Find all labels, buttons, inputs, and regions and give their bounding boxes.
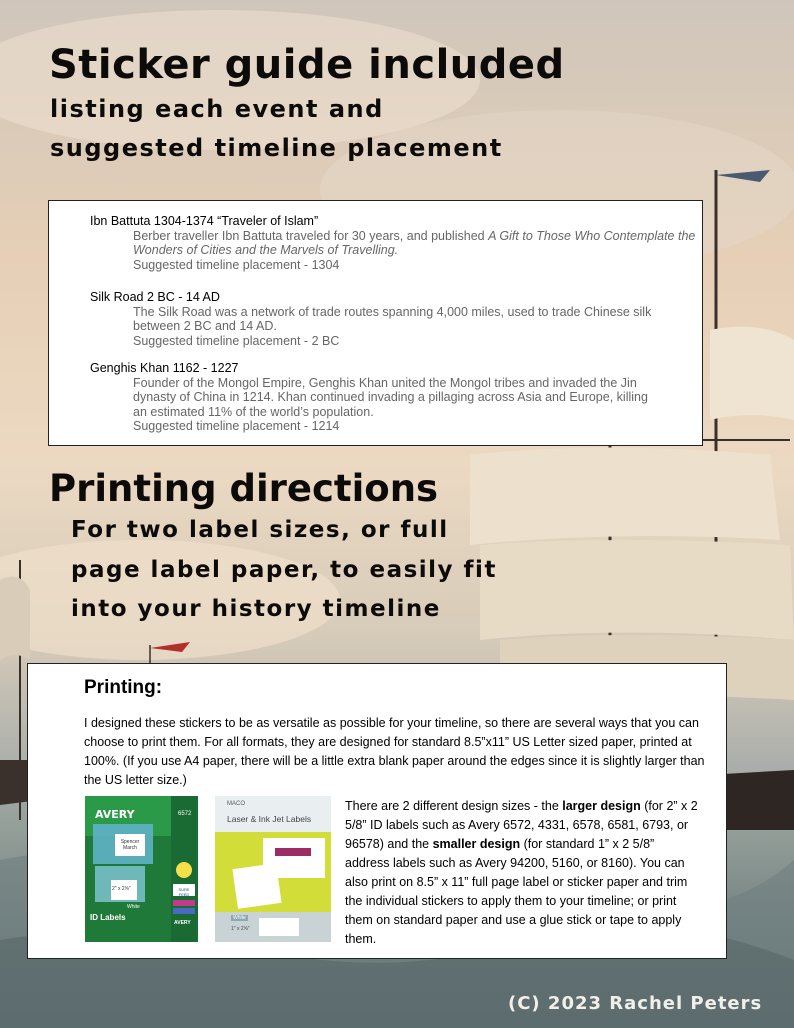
avery-size: 2" x 2⅝" [112, 886, 131, 892]
avery-package-image [85, 796, 198, 942]
avery-brand: AVERY [95, 808, 135, 821]
event-title: Genghis Khan 1162 - 1227 [90, 361, 239, 375]
event-title: Ibn Battuta 1304-1374 “Traveler of Islam” [90, 214, 319, 228]
printing-subtitle-line3: into your history timeline [71, 596, 441, 622]
sail [710, 327, 794, 420]
avery-product-name: ID Labels [90, 913, 126, 922]
page-subtitle-line1: listing each event and [50, 95, 384, 123]
page-title: Sticker guide included [49, 42, 565, 88]
maco-package-image [215, 796, 331, 942]
sail [480, 540, 794, 640]
printing-heading: Printing: [84, 677, 163, 698]
copyright-text: (C) 2023 Rachel Peters [508, 993, 763, 1014]
event-description: Founder of the Mongol Empire, Genghis Khan united the Mongol tribes and invaded the Jin dynasty of China in 1214. Khan continued invading a pillaging across Asia and Europe, killing an estimated 11% of the world’s population. [133, 375, 648, 419]
event-placement: Suggested timeline placement - 2 BC [133, 333, 340, 348]
maco-product-name: Laser & Ink Jet Labels [227, 814, 312, 824]
event-entry [90, 290, 702, 348]
printing-subtitle-line1: For two label sizes, or full [71, 517, 449, 543]
event-description: The Silk Road was a network of trade routes spanning 4,000 miles, used to trade Chinese silk between 2 BC and 14 AD. [133, 304, 652, 333]
maco-brand: MACO [227, 801, 245, 807]
event-title: Silk Road 2 BC - 14 AD [90, 290, 220, 304]
page-subtitle-line2: suggested timeline placement [50, 134, 503, 162]
avery-brand-small: AVERY [174, 920, 191, 926]
design-sizes-text: There are 2 different design sizes - the larger design (for 2” x 2 5/8” ID labels such as Avery 6572, 4331, 6578, 6581, 6793, or 96578) and the smaller design (for standard 1” x 2 5/8” address labels such as Avery 94200, 5160, or 8160). You can also print on 8.5” x 11” full page label or sticker paper and trim the individual stickers to apply them to your timeline; or print them on standard paper and use a glue stick or tape to apply them. [345, 799, 698, 946]
avery-product-num: 6572 [178, 811, 192, 817]
printing-intro: I designed these stickers to be as versatile as possible for your timeline, so there are several ways that you can choose to print them. For all formats, they are designed for standard 8.5”x11” US Letter sized paper, printed at 100%. (If you use A4 paper, there will be a little extra blank paper around the edges since it is slightly larger than the US letter size.) [84, 716, 705, 787]
avery-sample-label: Spencer March [120, 839, 140, 851]
avery-color: White [127, 904, 140, 910]
event-description: Berber traveller Ibn Battuta traveled for 30 years, and published A Gift to Those Who Contemplate the Wonders of Cities and the Marvels of Travelling. [133, 228, 696, 257]
event-entry [90, 361, 653, 434]
printing-box [27, 663, 727, 959]
maco-size: 1" x 2⅝" [231, 926, 250, 932]
sail [470, 448, 780, 546]
maco-color: White [233, 915, 246, 921]
event-placement: Suggested timeline placement - 1304 [133, 257, 340, 272]
sticker-guide-box [48, 200, 703, 446]
printing-directions-title: Printing directions [49, 467, 439, 510]
event-placement: Suggested timeline placement - 1214 [133, 419, 340, 433]
printing-subtitle-line2: page label paper, to easily fit [71, 557, 497, 583]
event-entry [90, 214, 702, 272]
avery-badge: SURE FEED [178, 887, 190, 897]
